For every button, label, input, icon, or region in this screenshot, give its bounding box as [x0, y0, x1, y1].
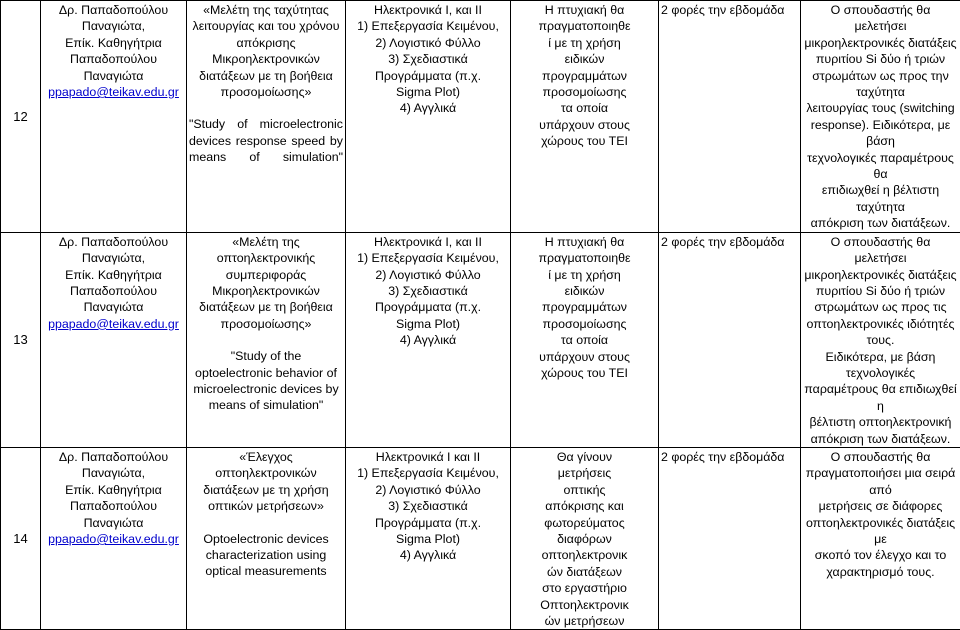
method-line: προσομοίωσης: [513, 316, 656, 332]
description-line: βέλτιστη οπτοηλεκτρονική: [803, 414, 958, 430]
description-line: στρωμάτων ως προς τις: [803, 299, 958, 315]
description-line: σκοπό τον έλεγχο και το: [803, 547, 958, 563]
method-line: προσομοίωσης: [513, 84, 656, 100]
description-line: μετρήσεις σε διάφορες: [803, 498, 958, 514]
method-line: απόκρισης και: [513, 498, 656, 514]
supervisor-line: Επίκ. Καθηγήτρια: [43, 482, 184, 498]
description-cell: [801, 232, 960, 447]
description-line: πυριτίου Si δύο ή τριών: [803, 283, 958, 299]
method-line: ών μετρήσεων: [513, 613, 656, 629]
table-row: [1, 447, 960, 629]
description-line: πραγματοποιήσει μια σειρά από: [803, 465, 958, 498]
title-english-line: "Study of the: [189, 348, 343, 364]
spacer: [189, 100, 343, 116]
title-greek-line: προσομοίωσης»: [189, 84, 343, 100]
supervisor-line: Παναγιώτα,: [43, 18, 184, 34]
title-greek-line: διατάξεων με τη βοήθεια: [189, 299, 343, 315]
description-line: επιδιωχθεί η βέλτιστη ταχύτητα: [803, 182, 958, 215]
method-cell: [511, 447, 659, 629]
prerequisite-line: 4) Αγγλικά: [348, 547, 508, 563]
method-line: διαφόρων: [513, 531, 656, 547]
description-cell: [801, 447, 960, 629]
method-line: ειδικών: [513, 283, 656, 299]
row-number: 14: [1, 447, 41, 629]
method-line: χώρους του ΤΕΙ: [513, 365, 656, 381]
title-english-line: devices response speed by: [189, 133, 343, 149]
method-line: ών διατάξεων: [513, 564, 656, 580]
frequency-cell: 2 φορές την εβδομάδα: [659, 1, 801, 233]
method-line: υπάρχουν στους: [513, 349, 656, 365]
method-line: τα οποία: [513, 100, 656, 116]
supervisor-line: Παναγιώτα: [43, 68, 184, 84]
description-line: Ειδικότερα, με βάση τεχνολογικές: [803, 349, 958, 382]
prerequisite-line: 3) Σχεδιαστικά: [348, 283, 508, 299]
title-greek-line: συμπεριφοράς: [189, 267, 343, 283]
description-cell: [801, 1, 960, 233]
supervisor-line: Παναγιώτα,: [43, 250, 184, 266]
supervisor-line: Δρ. Παπαδοπούλου: [43, 234, 184, 250]
description-line: μικροηλεκτρονικές διατάξεις: [803, 35, 958, 51]
prerequisite-line: Προγράμματα (π.χ.: [348, 515, 508, 531]
prerequisite-line: Προγράμματα (π.χ.: [348, 68, 508, 84]
title-greek-line: «Μελέτη της ταχύτητας: [189, 2, 343, 18]
frequency-cell: 2 φορές την εβδομάδα: [659, 447, 801, 629]
description-line: παραμέτρους θα επιδιωχθεί η: [803, 381, 958, 414]
title-english-line: optical measurements: [189, 563, 343, 579]
title-english-line: Optoelectronic devices: [189, 531, 343, 547]
prerequisite-line: Ηλεκτρονικά Ι και ΙΙ: [348, 449, 508, 465]
description-line: οπτοηλεκτρονικές διατάξεις με: [803, 515, 958, 548]
title-greek-line: Μικροηλεκτρονικών: [189, 51, 343, 67]
title-english-line: means of simulation": [189, 397, 343, 413]
row-number: 13: [1, 232, 41, 447]
supervisor-line: Παπαδοπούλου: [43, 283, 184, 299]
title-greek-line: «Μελέτη της: [189, 234, 343, 250]
thesis-title-cell: [187, 232, 346, 447]
prerequisite-line: Ηλεκτρονικά Ι, και ΙΙ: [348, 2, 508, 18]
supervisor-cell: [41, 232, 187, 447]
method-line: μετρήσεις: [513, 465, 656, 481]
prerequisite-line: 4) Αγγλικά: [348, 100, 508, 116]
method-cell: [511, 232, 659, 447]
method-cell: [511, 1, 659, 233]
method-line: Η πτυχιακή θα: [513, 2, 656, 18]
prerequisites-cell: [346, 232, 511, 447]
method-line: Η πτυχιακή θα: [513, 234, 656, 250]
prerequisite-line: 4) Αγγλικά: [348, 332, 508, 348]
description-line: στρωμάτων ως προς την ταχύτητα: [803, 68, 958, 101]
prerequisite-line: 1) Επεξεργασία Κειμένου,: [348, 18, 508, 34]
prerequisite-line: Ηλεκτρονικά Ι, και ΙΙ: [348, 234, 508, 250]
title-greek-line: οπτικών μετρήσεων»: [189, 498, 343, 514]
supervisor-cell: [41, 447, 187, 629]
prerequisite-line: 1) Επεξεργασία Κειμένου,: [348, 465, 508, 481]
supervisor-line: Παναγιώτα: [43, 299, 184, 315]
prerequisite-line: 2) Λογιστικό Φύλλο: [348, 35, 508, 51]
method-line: στο εργαστήριο: [513, 580, 656, 596]
supervisor-line: Παπαδοπούλου: [43, 51, 184, 67]
method-line: πραγματοποιηθε: [513, 18, 656, 34]
method-line: Οπτοηλεκτρονικ: [513, 597, 656, 613]
title-greek-line: απόκρισης: [189, 35, 343, 51]
prerequisite-line: 3) Σχεδιαστικά: [348, 498, 508, 514]
method-line: ί με τη χρήση: [513, 35, 656, 51]
method-line: οπτοηλεκτρονικ: [513, 547, 656, 563]
title-english-line: optoelectronic behavior of: [189, 365, 343, 381]
supervisor-line: Παναγιώτα: [43, 515, 184, 531]
supervisor-line: Επίκ. Καθηγήτρια: [43, 267, 184, 283]
description-line: response). Ειδικότερα, με βάση: [803, 117, 958, 150]
title-greek-line: οπτοηλεκτρονικών: [189, 465, 343, 481]
prerequisite-line: Sigma Plot): [348, 531, 508, 547]
method-line: προγραμμάτων: [513, 68, 656, 84]
description-line: μικροηλεκτρονικές διατάξεις: [803, 267, 958, 283]
prerequisite-line: Sigma Plot): [348, 84, 508, 100]
method-line: προγραμμάτων: [513, 299, 656, 315]
title-greek-line: οπτοηλεκτρονικής: [189, 250, 343, 266]
description-line: απόκριση των διατάξεων.: [803, 215, 958, 231]
title-greek-line: προσομοίωσης»: [189, 316, 343, 332]
title-english-line: "Study of microelectronic: [189, 116, 343, 132]
prerequisite-line: 3) Σχεδιαστικά: [348, 51, 508, 67]
description-line: Ο σπουδαστής θα μελετήσει: [803, 234, 958, 267]
thesis-title-cell: [187, 1, 346, 233]
supervisor-line: Δρ. Παπαδοπούλου: [43, 449, 184, 465]
email-link[interactable]: ppapado@teikav.edu.gr: [43, 531, 184, 547]
title-english-line: means of simulation": [189, 149, 343, 165]
spacer: [189, 515, 343, 531]
description-line: Ο σπουδαστής θα μελετήσει: [803, 2, 958, 35]
title-greek-line: Μικροηλεκτρονικών: [189, 283, 343, 299]
title-english-line: characterization using: [189, 547, 343, 563]
description-line: πυριτίου Si δύο ή τριών: [803, 51, 958, 67]
method-line: χώρους του ΤΕΙ: [513, 133, 656, 149]
description-line: χαρακτηρισμό τους.: [803, 564, 958, 580]
method-line: οπτικής: [513, 482, 656, 498]
prerequisite-line: 2) Λογιστικό Φύλλο: [348, 482, 508, 498]
email-link[interactable]: ppapado@teikav.edu.gr: [43, 316, 184, 332]
method-line: ειδικών: [513, 51, 656, 67]
description-line: τεχνολογικές παραμέτρους θα: [803, 150, 958, 183]
title-greek-line: διατάξεων με τη βοήθεια: [189, 68, 343, 84]
prerequisite-line: 2) Λογιστικό Φύλλο: [348, 267, 508, 283]
supervisor-cell: [41, 1, 187, 233]
prerequisite-line: 1) Επεξεργασία Κειμένου,: [348, 250, 508, 266]
supervisor-line: Παπαδοπούλου: [43, 498, 184, 514]
table-row: [1, 1, 960, 233]
prerequisites-cell: [346, 447, 511, 629]
supervisor-line: Δρ. Παπαδοπούλου: [43, 2, 184, 18]
frequency-cell: 2 φορές την εβδομάδα: [659, 232, 801, 447]
thesis-title-cell: [187, 447, 346, 629]
prerequisites-cell: [346, 1, 511, 233]
title-greek-line: «Έλεγχος: [189, 449, 343, 465]
description-line: λειτουργίας τους (switching: [803, 100, 958, 116]
prerequisite-line: Sigma Plot): [348, 316, 508, 332]
method-line: πραγματοποιηθε: [513, 250, 656, 266]
supervisor-line: Παναγιώτα,: [43, 465, 184, 481]
method-line: Θα γίνουν: [513, 449, 656, 465]
table-row: [1, 232, 960, 447]
spacer: [189, 332, 343, 348]
row-number: 12: [1, 1, 41, 233]
method-line: τα οποία: [513, 332, 656, 348]
method-line: φωτορεύματος: [513, 515, 656, 531]
title-english-line: microelectronic devices by: [189, 381, 343, 397]
title-greek-line: λειτουργίας και του χρόνου: [189, 18, 343, 34]
method-line: ί με τη χρήση: [513, 267, 656, 283]
method-line: υπάρχουν στους: [513, 117, 656, 133]
title-greek-line: διατάξεων με τη χρήση: [189, 482, 343, 498]
prerequisite-line: Προγράμματα (π.χ.: [348, 299, 508, 315]
supervisor-line: Επίκ. Καθηγήτρια: [43, 35, 184, 51]
description-line: απόκριση των διατάξεων.: [803, 431, 958, 447]
description-line: Ο σπουδαστής θα: [803, 449, 958, 465]
description-line: οπτοηλεκτρονικές ιδιότητές τους.: [803, 316, 958, 349]
email-link[interactable]: ppapado@teikav.edu.gr: [43, 84, 184, 100]
